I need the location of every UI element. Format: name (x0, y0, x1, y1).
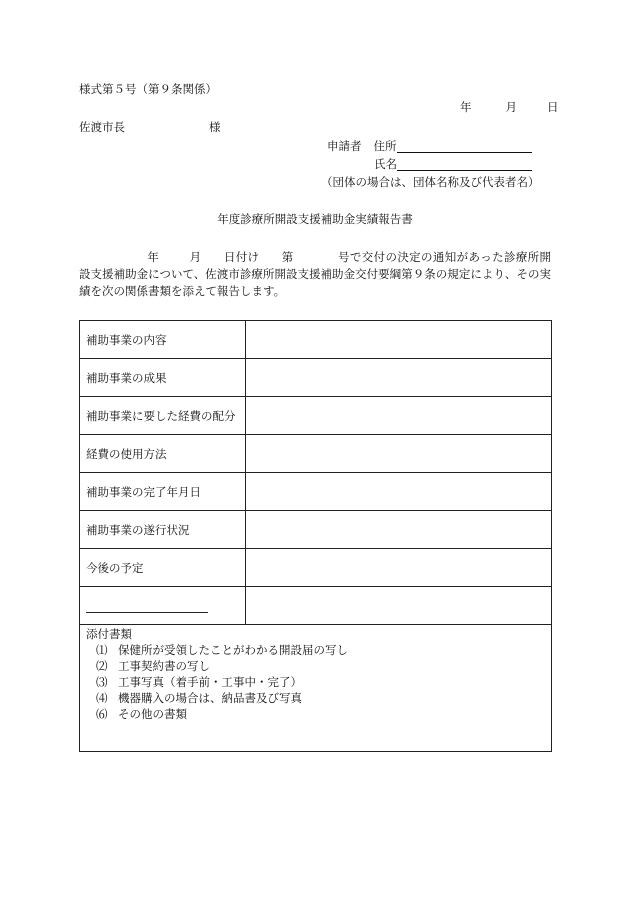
date-line (460, 100, 559, 114)
body-dai: 第 (281, 250, 294, 264)
row-value-blank[interactable] (246, 587, 552, 625)
list-item-text: 工事写真（着手前・工事中・完了） (118, 675, 302, 689)
row-value-progress[interactable] (246, 511, 552, 549)
list-item-text: 工事契約書の写し (118, 659, 210, 673)
name-label: 氏名 (374, 157, 397, 171)
addressee-name: 佐渡市長 (79, 120, 125, 134)
address-label: 住所 (373, 139, 397, 153)
attachments-list (86, 642, 545, 722)
row-value-future-plan[interactable] (246, 549, 552, 587)
blank-label-line (86, 596, 208, 613)
table-row (80, 473, 552, 511)
body-paragraph: 号で交付の決定の通知があった診療所開設支援補助金について、佐渡市診療所開設支援補助金交付要綱第９条の規定により、その実績を次の関係書類を添えて報告します。 (79, 250, 552, 298)
list-item (86, 690, 545, 706)
row-value-content[interactable] (246, 321, 552, 359)
table-row (80, 549, 552, 587)
list-item-text: その他の書類 (118, 707, 187, 721)
form-number: 様式第５号（第９条関係） (79, 82, 217, 96)
date-day: 日 (547, 100, 559, 114)
table-row (80, 359, 552, 397)
row-value-cost-allocation[interactable] (246, 397, 552, 435)
group-note: （団体の場合は、団体名称及び代表者名） (321, 175, 540, 189)
row-label-progress: 補助事業の遂行状況 (80, 511, 246, 549)
row-label-results: 補助事業の成果 (80, 359, 246, 397)
table-row (80, 435, 552, 473)
list-item (86, 658, 545, 674)
report-table (79, 320, 552, 625)
row-label-completion-date: 補助事業の完了年月日 (80, 473, 246, 511)
table-row (80, 321, 552, 359)
row-value-completion-date[interactable] (246, 473, 552, 511)
row-value-results[interactable] (246, 359, 552, 397)
applicant-name-line (374, 157, 532, 171)
table-row (80, 587, 552, 625)
list-item-text: 保健所が受領したことがわかる開設届の写し (118, 643, 348, 657)
date-month: 月 (505, 100, 517, 114)
list-item (86, 706, 545, 722)
list-item-number: ⑹ (96, 707, 108, 721)
row-value-usage-method[interactable] (246, 435, 552, 473)
date-year: 年 (460, 100, 472, 114)
list-item (86, 642, 545, 658)
list-item-number: ⑷ (96, 691, 108, 705)
row-label-content: 補助事業の内容 (80, 321, 246, 359)
body-month: 月 (189, 250, 202, 264)
attachments-box (79, 625, 552, 752)
body-year: 年 (147, 250, 160, 264)
applicant-label: 申請者 (327, 139, 362, 153)
addressee (79, 120, 221, 134)
attachments-heading: 添付書類 (86, 627, 132, 641)
list-item-number: ⑶ (96, 675, 108, 689)
applicant-address-line (327, 139, 532, 153)
table-row (80, 397, 552, 435)
list-item-number: ⑴ (96, 643, 108, 657)
list-item-text: 機器購入の場合は、納品書及び写真 (118, 691, 302, 705)
address-blank (397, 140, 532, 153)
row-label-cost-allocation: 補助事業に要した経費の配分 (80, 397, 246, 435)
row-label-blank (80, 587, 246, 625)
list-item-number: ⑵ (96, 659, 108, 673)
body-dated: 日付け (223, 250, 260, 264)
row-label-usage-method: 経費の使用方法 (80, 435, 246, 473)
table-row (80, 511, 552, 549)
name-blank (397, 158, 532, 171)
honorific: 様 (209, 120, 221, 134)
document-title: 年度診療所開設支援補助金実績報告書 (217, 212, 413, 226)
report-paragraph (79, 249, 551, 300)
row-label-future-plan: 今後の予定 (80, 549, 246, 587)
list-item (86, 674, 545, 690)
